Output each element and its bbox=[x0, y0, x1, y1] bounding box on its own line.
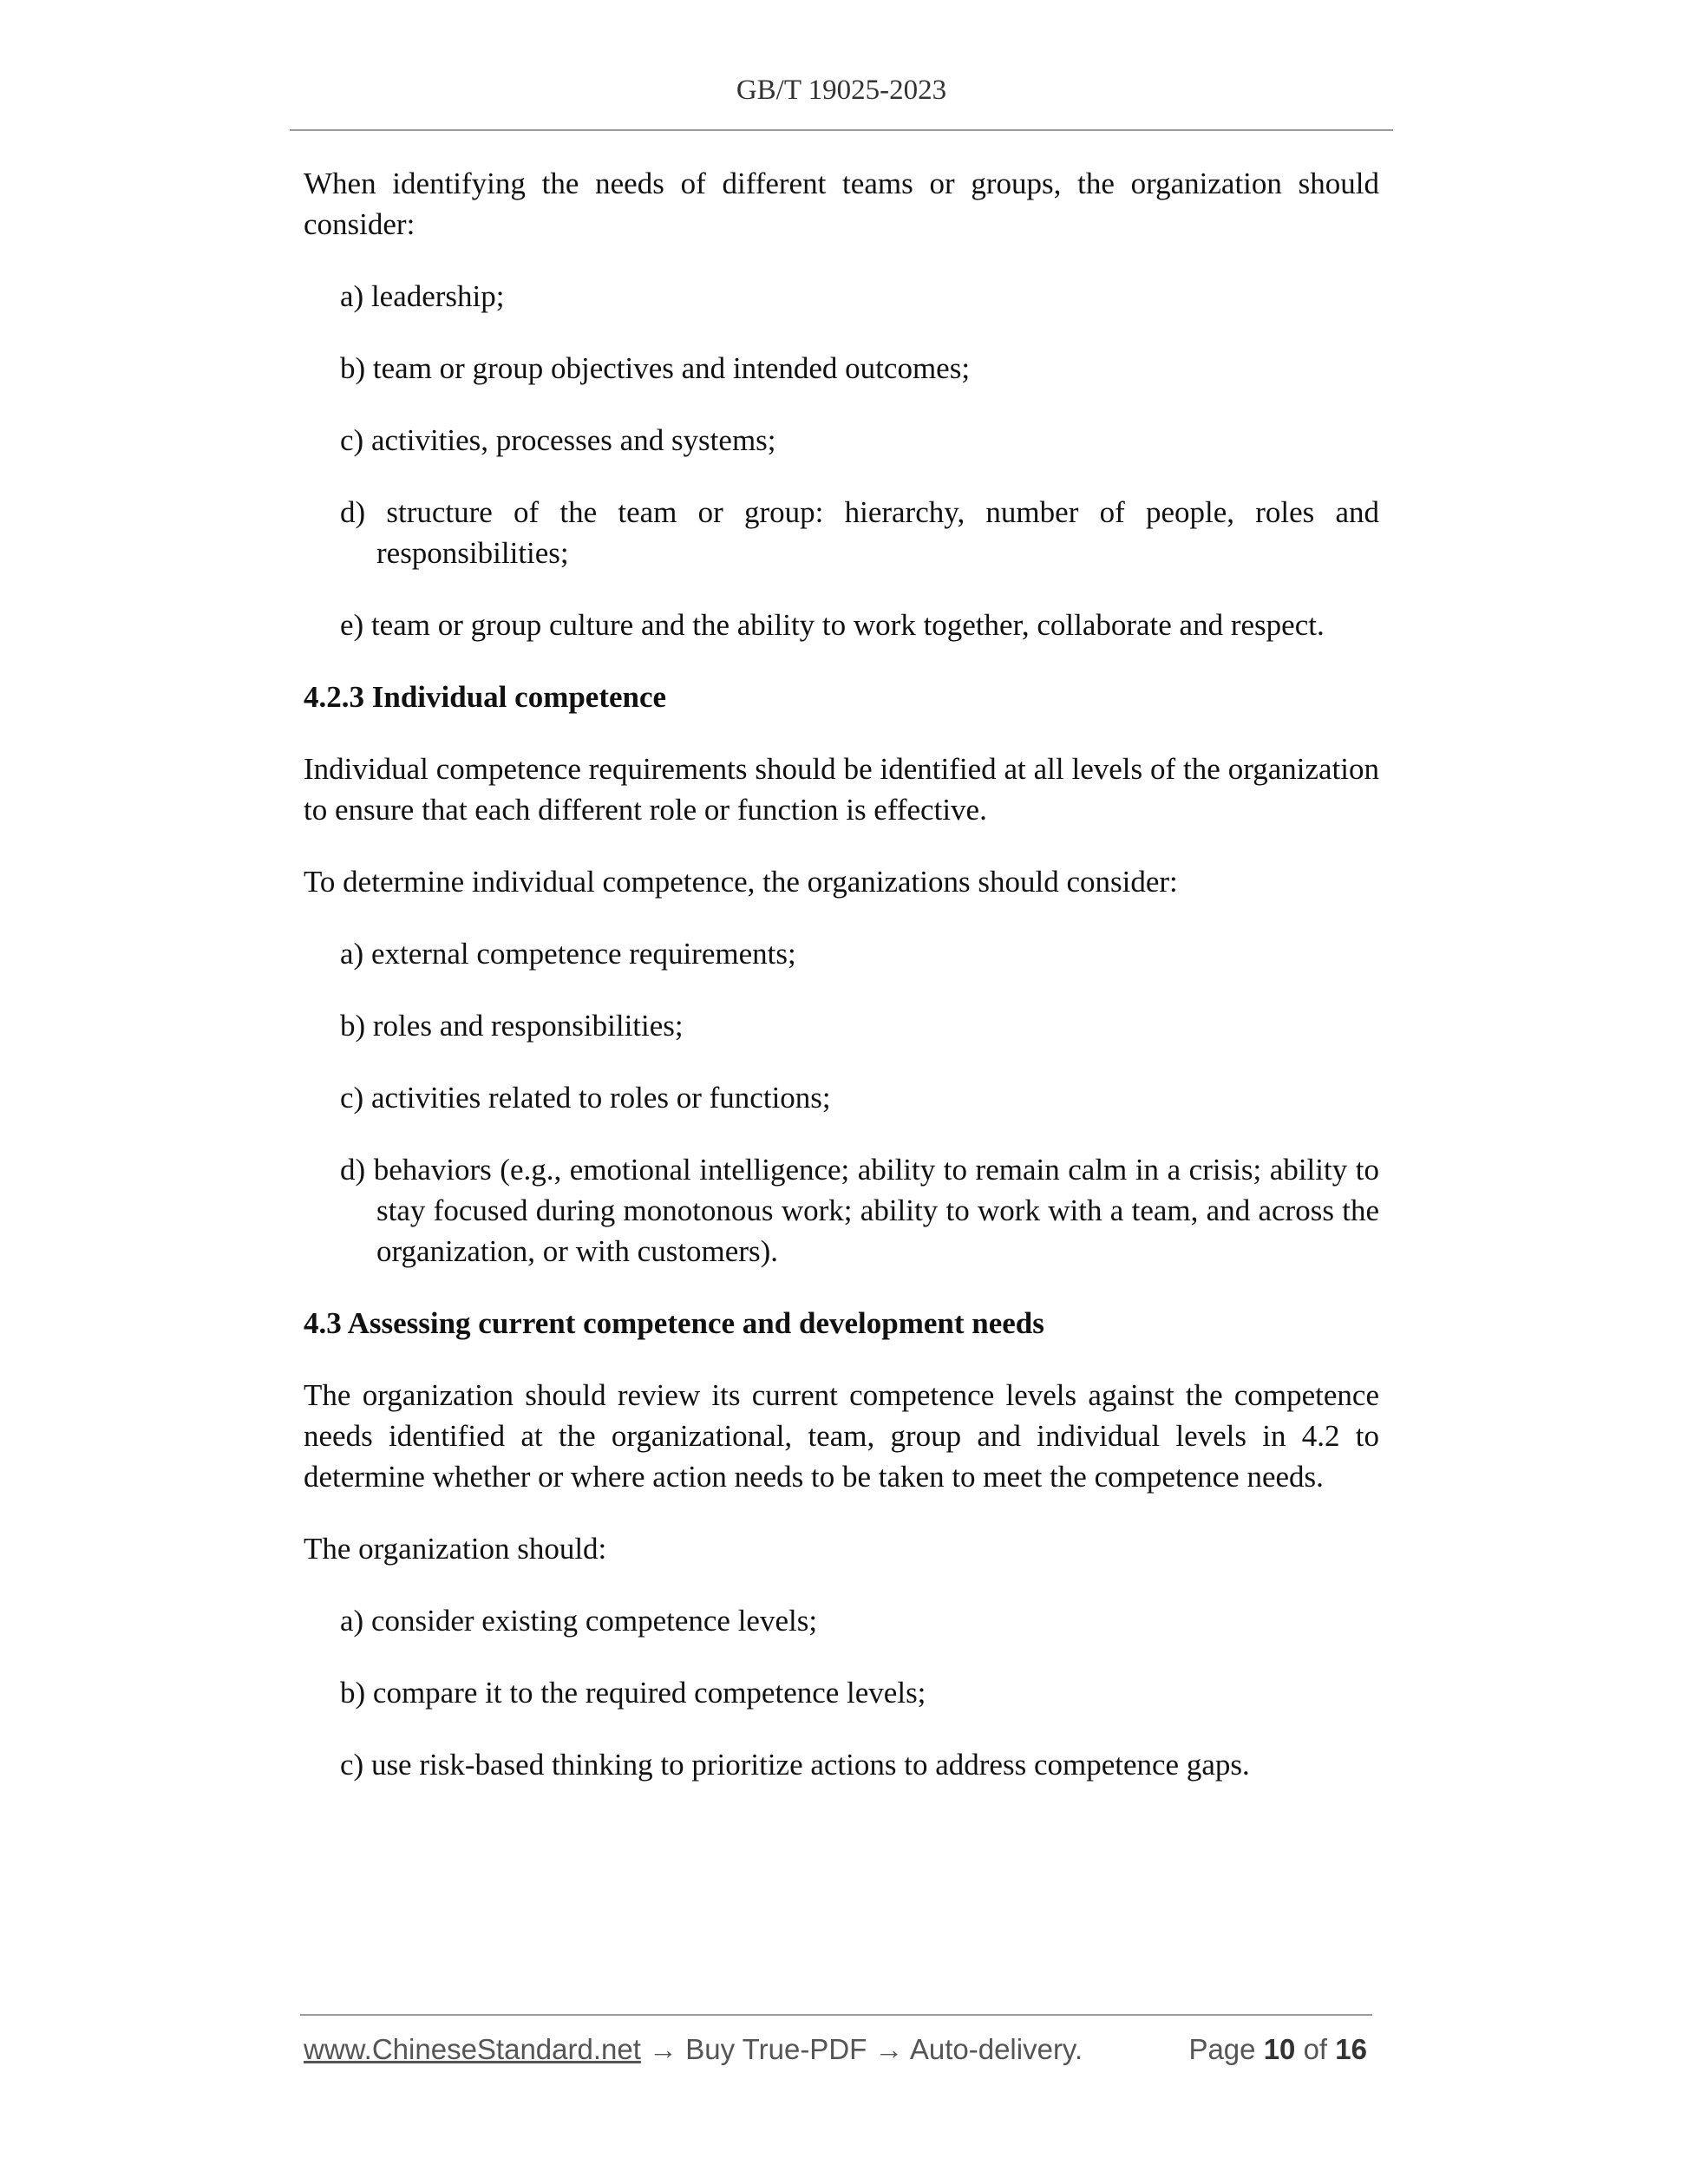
section-heading-4-2-3: 4.2.3 Individual competence bbox=[304, 680, 667, 714]
document-header: GB/T 19025-2023 bbox=[736, 75, 947, 106]
page-of-label: of bbox=[1303, 2033, 1328, 2065]
list-item: b) compare it to the required competence levels; bbox=[340, 1676, 926, 1710]
footer-promo bbox=[304, 2033, 1083, 2066]
paragraph: Individual competence requirements should be identified at all levels of the organization to ensure that each different role or function is effective. bbox=[304, 752, 1379, 827]
list-item: a) leadership; bbox=[340, 279, 505, 313]
list-item: c) activities related to roles or functions; bbox=[340, 1081, 831, 1115]
arrow-right-icon: → bbox=[649, 2033, 678, 2065]
paragraph: The organization should review its current competence levels against the competence needs identified at the organizational, team, group and individual levels in 4.2 to determine whether or where action needs to be taken to meet the competence needs. bbox=[304, 1378, 1379, 1494]
paragraph: To determine individual competence, the organizations should consider: bbox=[304, 865, 1178, 899]
individual-competence-list bbox=[304, 933, 1379, 1272]
header-divider bbox=[290, 129, 1393, 131]
footer-divider bbox=[300, 2014, 1372, 2016]
list-item: d) structure of the team or group: hierarchy, number of people, roles and responsibilities; bbox=[340, 495, 1379, 570]
website-link[interactable]: www.ChineseStandard.net bbox=[304, 2033, 641, 2065]
list-item: c) use risk-based thinking to prioritize actions to address competence gaps. bbox=[340, 1748, 1250, 1782]
page-current: 10 bbox=[1263, 2033, 1296, 2065]
page-label: Page bbox=[1188, 2033, 1256, 2065]
buy-pdf-text: Buy True-PDF bbox=[685, 2033, 867, 2065]
assessment-list bbox=[304, 1600, 1379, 1785]
paragraph: The organization should: bbox=[304, 1532, 607, 1566]
team-needs-list bbox=[304, 276, 1379, 645]
list-item: b) roles and responsibilities; bbox=[340, 1009, 684, 1043]
list-item: c) activities, processes and systems; bbox=[340, 423, 776, 457]
intro-paragraph: When identifying the needs of different teams or groups, the organization should consider: bbox=[304, 167, 1379, 241]
page-content bbox=[304, 163, 1379, 1816]
list-item: a) consider existing competence levels; bbox=[340, 1604, 818, 1638]
page-indicator bbox=[1188, 2033, 1367, 2066]
arrow-right-icon: → bbox=[874, 2033, 904, 2065]
page-total: 16 bbox=[1335, 2033, 1367, 2065]
section-heading-4-3: 4.3 Assessing current competence and development needs bbox=[304, 1306, 1044, 1340]
list-item: b) team or group objectives and intended outcomes; bbox=[340, 351, 971, 385]
list-item: e) team or group culture and the ability to work together, collaborate and respect. bbox=[340, 608, 1325, 642]
auto-delivery-text: Auto-delivery. bbox=[909, 2033, 1083, 2065]
list-item: a) external competence requirements; bbox=[340, 937, 796, 971]
list-item: d) behaviors (e.g., emotional intelligence; ability to remain calm in a crisis; ability to stay focused during monotonous work; ability to work with a team, and across the organization, or with customers). bbox=[340, 1153, 1379, 1268]
